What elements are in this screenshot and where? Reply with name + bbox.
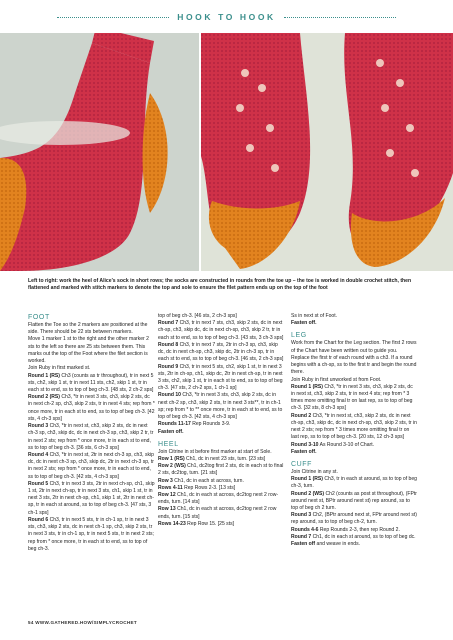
instruction-label: Round 7: [158, 320, 179, 327]
sock-photo: [0, 33, 453, 271]
instruction-text: Ch3, tr in next 5 sts, ch2, skip 1 st, tr in next 3 sts, 2tr in ch-sp, ch1, skip dc, 2tr in next ch-sp, tr in next 3 sts, ch2, skip 1 st, tr in each st to end, ss to top of beg ch-3. [47 sts, 2 ch-2 sps, 1 ch-1 sp]: [158, 363, 283, 392]
instruction-text: Ch2, (BPtr around next st, FPtr around next st) rep around, ss to top of beg ch-2, turn.: [291, 512, 417, 526]
instruction-text: Ch1, dc2tog first 2 sts, dc in each st to final 2 sts, dc2tog, turn. [21 sts]: [158, 463, 284, 477]
instruction-paragraph: [291, 491, 418, 513]
instruction-label: Round 2 (WS): [291, 490, 325, 497]
instruction-paragraph: [28, 394, 155, 423]
instruction-paragraph: [291, 340, 418, 354]
instruction-label: Fasten off.: [291, 320, 317, 327]
instruction-paragraph: [158, 392, 285, 421]
instruction-text: Join Citrine in any st.: [291, 468, 338, 475]
page-footer: 54 WWW.GATHERED.HOW/SIMPLYCROCHET: [28, 620, 137, 625]
page-header: [0, 0, 453, 33]
instruction-text: Replace the first tr of each round with a ch3. If a round begins with a ch-sp, ss to the first tr and begin the round there.: [291, 354, 417, 376]
instruction-paragraph: [291, 442, 418, 449]
instruction-label: Round 3: [291, 512, 312, 519]
instruction-paragraph: [291, 313, 418, 320]
instruction-label: Fasten off: [291, 541, 316, 548]
instruction-label: Round 6: [28, 516, 49, 523]
instruction-label: Fasten off.: [158, 428, 184, 435]
photo-caption: Left to right: work the heel of Alice's sock in short rows; the socks are constructed in rounds from the toe up – the toe is worked in double crochet stitch, then flattened and marked with stitch markers to denote the top and sole to ensure the filet pattern ends up on the top of the foot: [28, 278, 412, 292]
instruction-paragraph: [158, 342, 285, 364]
instruction-label: Round 3-10: [291, 441, 319, 448]
instruction-paragraph: [28, 365, 155, 372]
instruction-paragraph: [291, 469, 418, 476]
instruction-paragraph: [291, 534, 418, 541]
instruction-text: Ch3, *tr in next st, ch3, skip 2 sts, dc in next ch-3 sp, ch3, skip dc, dc in next ch-3 sp, ch3, skip 2 tr, tr in next 2 sts; rep from * once more, tr in each st to end, ss to top of beg ch-3. [36 sts, 6 ch-3 sps]: [28, 423, 154, 451]
instruction-text: Ch2 (counts as post st throughout), (FPtr around next st, BPtr around next st) rep around, ss to top of beg ch 2 turn.: [291, 490, 417, 512]
instruction-text: Ch3, *tr in next 3 sts, ch3, skip 2 sts, dc in next ch-2 sp, ch3, skip 2 sts, tr in next 3 sts**, tr in ch-1 sp; rep from * to ** once more, tr in each st to end, ss to top of beg ch-3. [42 sts, 4 ch-3 sps]: [158, 392, 283, 421]
instruction-label: Row 12: [158, 492, 176, 499]
pattern-column-1: [28, 313, 155, 553]
instruction-label: Row 13: [158, 506, 176, 513]
instruction-text: Ch3, *tr in next st, ch3, skip 2 sts, dc in next ch-sp, ch3, skip dc, dc in next ch-sp, ch3, skip 2 sts, tr in next 2 sts; rep from * 3 times more omitting final tr on last rep, ss to top of beg ch-3. [20 sts, 12 ch-3 sps]: [291, 412, 417, 441]
instruction-text: top of beg ch-3. [46 sts, 2 ch-3 sps]: [158, 313, 237, 319]
instruction-paragraph: [28, 373, 155, 395]
instruction-text: Flatten the Toe so the 2 markers are positioned at the side. There should be 22 sts between markers.: [28, 322, 148, 336]
instruction-paragraph: [158, 521, 285, 528]
instruction-label: Rows 4-11: [158, 484, 183, 491]
instruction-text: Ch1, dc in each st across, dc2tog next 2 row ends, turn. [15 sts]: [158, 506, 277, 520]
instruction-paragraph: [291, 476, 418, 490]
section-heading: LEG: [291, 332, 307, 340]
instruction-paragraph: [158, 429, 285, 436]
instruction-paragraph: [291, 320, 418, 327]
instruction-text: Rep Row 15. [25 sts]: [185, 520, 235, 527]
instruction-paragraph: [28, 517, 155, 553]
section-heading: CUFF: [291, 460, 313, 468]
instruction-paragraph: [158, 506, 285, 520]
instruction-paragraph: [28, 481, 155, 517]
instruction-label: Rounds 4-6: [291, 526, 319, 533]
instruction-paragraph: [291, 541, 418, 548]
instruction-paragraph: [158, 478, 285, 485]
instruction-label: Rows 14-23: [158, 520, 186, 527]
instruction-text: Ch3, *tr in next 3 sts, ch3, skip 2 sts, dc in next st, ch3, skip 2 sts, tr in next 4 sts; rep from * 3 times more omitting final tr on last rep, ss to top of beg ch-3. [32 sts, 8 ch-3 sps]: [291, 383, 413, 412]
instruction-paragraph: [291, 413, 418, 442]
instruction-text: Ch3, tr in next 5 sts, tr in ch-1 sp, tr in next 3 sts, ch3, skip 2 sts, dc in next ch-1 sp, ch3, skip 2 sts, tr in next 3 sts, tr in ch-1 sp, tr in next 5 sts, tr in next 2 sts; rep from * once more, tr in each st to end, ss to top of beg ch-3.: [28, 516, 154, 552]
instruction-paragraph: [291, 512, 418, 526]
instruction-text: Ch3, tr in next 3 sts, 2tr in next ch-sp, ch1, skip 1 st, 2tr in next ch-sp, tr in next 3 sts, ch1, skip 1 st, tr in next 3 sts, 2tr in next ch-sp, ch1, skip 1 st, 2tr in next ch-sp, tr in each st around, ss to top of beg ch-3. [47 sts, 3 ch-1 sps]: [28, 480, 155, 516]
instruction-label: Round 2 (RS): [28, 394, 60, 401]
instruction-text: Ch1, dc in each st across, dc2tog next 2 row-ends, turn. [14 sts]: [158, 492, 279, 506]
instruction-text: Rep Rows 2-3. [13 sts]: [182, 484, 236, 491]
instruction-label: Round 1 (RS): [291, 383, 323, 390]
instruction-text: Ch1, dc in each st across, turn.: [172, 477, 244, 484]
instruction-text: and weave in ends.: [315, 541, 361, 548]
instruction-label: Round 1 (RS): [291, 476, 323, 483]
instruction-text: Ch3, *tr in next st, 2tr in next ch-3 sp, ch3, skip dc, dc in next ch-3 sp, ch3, skip dc, 2tr in next ch-3 sp, tr in next 2 sts; rep from * once more, tr in each st to end, ss to top of beg ch-3. [42 sts, 4 ch-3 sps]: [28, 451, 154, 480]
instruction-text: Ch1, dc in each st around, ss to top of beg dc.: [311, 533, 416, 540]
instruction-label: Round 4: [28, 451, 49, 458]
instruction-text: Ch3, tr in next 7 sts, ch3, skip 2 sts, dc in next ch-sp, ch3, skip dc, dc in next ch-sp, ch3, skip 2 tr, tr in each st to end, ss to top of beg ch-3. [43 sts, 3 ch-3 sps]: [158, 320, 284, 341]
instruction-paragraph: [158, 364, 285, 393]
instruction-text: Move 1 marker 1 st to the right and the other marker 2 sts to the left so there are 25 sts between them. This marks out the top of the Foot where the filet section is worked.: [28, 336, 149, 365]
pattern-column-3: [291, 313, 418, 548]
instruction-paragraph: [291, 527, 418, 534]
section-heading: HEEL: [158, 440, 179, 448]
instruction-label: Round 2: [291, 412, 312, 419]
instruction-paragraph: [28, 336, 155, 365]
instruction-paragraph: [28, 322, 155, 336]
instruction-paragraph: [158, 463, 285, 477]
instruction-label: Rounds 11-17: [158, 421, 191, 428]
instruction-paragraph: [158, 449, 285, 456]
instruction-label: Row 2 (WS): [158, 463, 186, 470]
instruction-paragraph: [158, 421, 285, 428]
instruction-paragraph: [158, 313, 285, 320]
instruction-label: Round 8: [158, 341, 179, 348]
instruction-label: Round 3: [28, 423, 49, 430]
instruction-label: Round 10: [158, 392, 181, 399]
instruction-paragraph: [158, 485, 285, 492]
instruction-paragraph: [158, 492, 285, 506]
instruction-paragraph: [291, 384, 418, 413]
instruction-text: Join Citrine in st before first marker at start of Sole.: [158, 448, 272, 455]
instruction-text: Work from the Chart for the Leg section. The first 2 rows of the Chart have been written out to guide you.: [291, 340, 417, 354]
sock-illustration: [0, 33, 453, 271]
instruction-text: Ch3, tr in each st around, ss to top of beg ch-3, turn.: [291, 476, 417, 490]
pattern-column-2: [158, 313, 285, 528]
instruction-text: Ss in next st of Foot.: [291, 313, 338, 319]
instruction-paragraph: [291, 355, 418, 377]
instruction-label: Row 1 (RS): [158, 455, 185, 462]
instruction-text: Join Ruby in first marked st.: [28, 365, 91, 372]
instruction-paragraph: [28, 452, 155, 481]
instruction-text: Join Ruby in first unworked st from Foot.: [291, 376, 382, 383]
instruction-text: Ch1, dc in next 23 sts, turn. [23 sts]: [184, 455, 266, 462]
instruction-paragraph: [158, 456, 285, 463]
instruction-label: Round 9: [158, 363, 179, 370]
section-heading: FOOT: [28, 314, 50, 321]
instruction-text: As Round 3-10 of Chart.: [318, 441, 375, 448]
instruction-label: Round 5: [28, 480, 49, 487]
instruction-text: Ch3, tr in next 7 sts, 2tr in ch-3 sp, ch3, skip dc, dc in next ch-sp, ch3, skip dc, 2tr in ch-3 sp, tr in each st to end, ss to top of beg ch-3. [46 sts, 2 ch-3 sps]: [158, 341, 284, 363]
instruction-paragraph: [291, 377, 418, 384]
instruction-label: Fasten off.: [291, 448, 317, 455]
instruction-paragraph: [158, 320, 285, 342]
instruction-paragraph: [291, 449, 418, 456]
section-title: HOOK TO HOOK: [0, 12, 453, 22]
instruction-text: Ch3 (counts as tr throughout), tr in next 5 sts, ch2, skip 1 st, tr in next 11 sts, ch2, skip 1 st, tr in each st to end, ss to top of beg ch-3. [48 sts, 2 ch-2 sps]: [28, 372, 154, 393]
instruction-label: Row 3: [158, 477, 173, 484]
instruction-text: Ch3, *tr in next 3 sts, ch3, skip 2 sts, dc in next ch-2 sp, ch3, skip 2 sts, tr in next 4 sts; rep from * once more, tr in each st to end, ss to top of beg ch-3. [42 sts, 4 ch-3 sps]: [28, 394, 155, 422]
instruction-text: Rep Rounds 3-9.: [190, 421, 231, 428]
instruction-label: Round 7: [291, 533, 312, 540]
instruction-label: Round 1 (RS): [28, 372, 60, 379]
instruction-text: Rep Rounds 2-3, then rep Round 2.: [318, 526, 400, 533]
instruction-paragraph: [28, 423, 155, 452]
